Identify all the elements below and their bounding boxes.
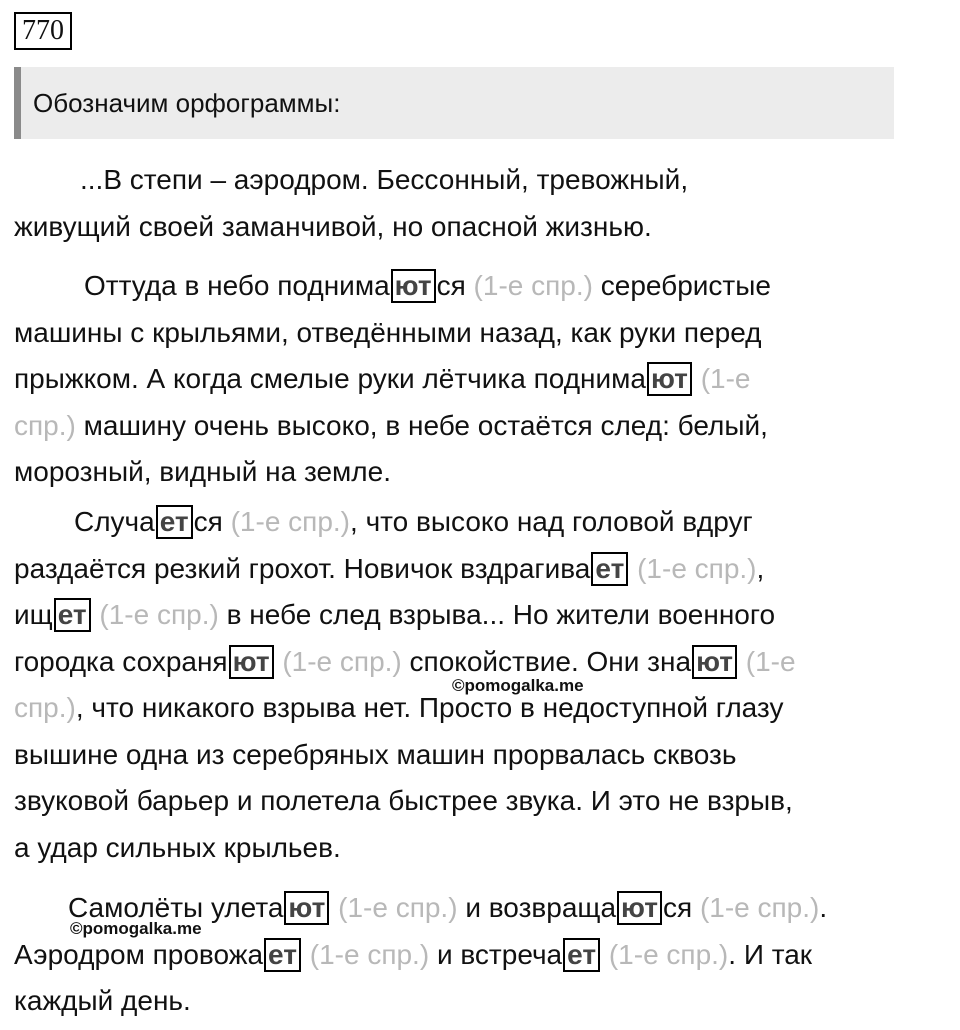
paragraph-1 [14,157,914,250]
text: , что высоко над головой вдруг [350,506,753,537]
ending-box: ют [617,891,662,925]
text: . И так [728,938,813,970]
text: машины с крыльями, отведёнными назад, как руки перед [14,316,762,348]
text: Самолёты улета [68,892,284,923]
text: а удар сильных крыльев. [14,831,341,863]
text: , [756,552,765,584]
ending-box: ет [563,938,600,972]
text: машину очень высоко, в небе остаётся след: белый, [83,409,768,441]
watermark: ©pomogalka.me [452,676,584,695]
exercise-number: 770 [14,12,72,50]
text: , что никакого взрыва нет. Просто в недоступной глазу [75,692,784,723]
text: ищ [14,599,53,630]
heading-box [14,67,894,139]
text: ся [193,506,223,537]
ending-box: ет [156,505,193,539]
ending-box: ют [229,645,274,679]
text: раздаётся резкий грохот. Новичок вздрагива [14,552,591,584]
conjugation-note: (1-е спр.) [699,892,820,923]
ending-box: ют [391,269,436,303]
ending-box: ют [284,891,329,925]
ending-box: ет [591,552,628,586]
conjugation-note: (1-е спр.) [473,270,593,301]
ending-box: ет [264,938,301,972]
text: и встреча [436,938,563,970]
ending-box: ет [54,598,91,632]
paragraph-4 [14,885,914,1025]
heading-text: Обозначим орфограммы: [33,88,341,118]
text: Аэродром провожа [14,938,264,970]
text: Оттуда в небо поднима [84,270,390,301]
conjugation-note: (1-е спр.) [637,552,757,584]
text: морозный, видный на земле. [14,456,391,487]
text: спокойствие. Они зна [409,645,692,677]
conjugation-note: (1-е спр.) [230,506,351,537]
text: живущий своей заманчивой, но опасной жизнью. [14,210,652,242]
conjugation-note: (1-е спр.) [338,892,458,923]
text: серебристые [600,270,771,301]
text: городка сохраня [14,645,228,677]
text: каждый день. [14,985,191,1016]
conjugation-note: (1-е спр.) [309,938,430,970]
text: звуковой барьер и полетела быстрее звука. И это не взрыв, [14,785,793,816]
text: и возвраща [465,892,617,923]
ending-box: ют [692,645,737,679]
text: ...В степи – аэродром. Бессонный, тревожный, [80,164,689,195]
conjugation-note: спр.) [14,692,76,723]
text: . [819,892,828,923]
paragraph-2 [14,263,914,496]
text: ся [662,892,693,923]
conjugation-note: (1-е спр.) [99,599,219,630]
text: ся [436,270,466,301]
conjugation-note: (1-е [700,363,751,394]
watermark: ©pomogalka.me [70,919,202,938]
text: в небе след взрыва... Но жители военного [226,599,776,630]
text: вышине одна из серебряных машин прорвалась сквозь [14,738,737,770]
ending-box: ют [647,362,692,396]
conjugation-note: (1-е спр.) [608,938,729,970]
text: прыжком. А когда смелые руки лётчика поднима [14,363,646,394]
text: Случа [74,506,155,537]
conjugation-note: (1-е спр.) [282,645,402,677]
conjugation-note: (1-е [745,645,796,677]
conjugation-note: спр.) [14,409,76,441]
